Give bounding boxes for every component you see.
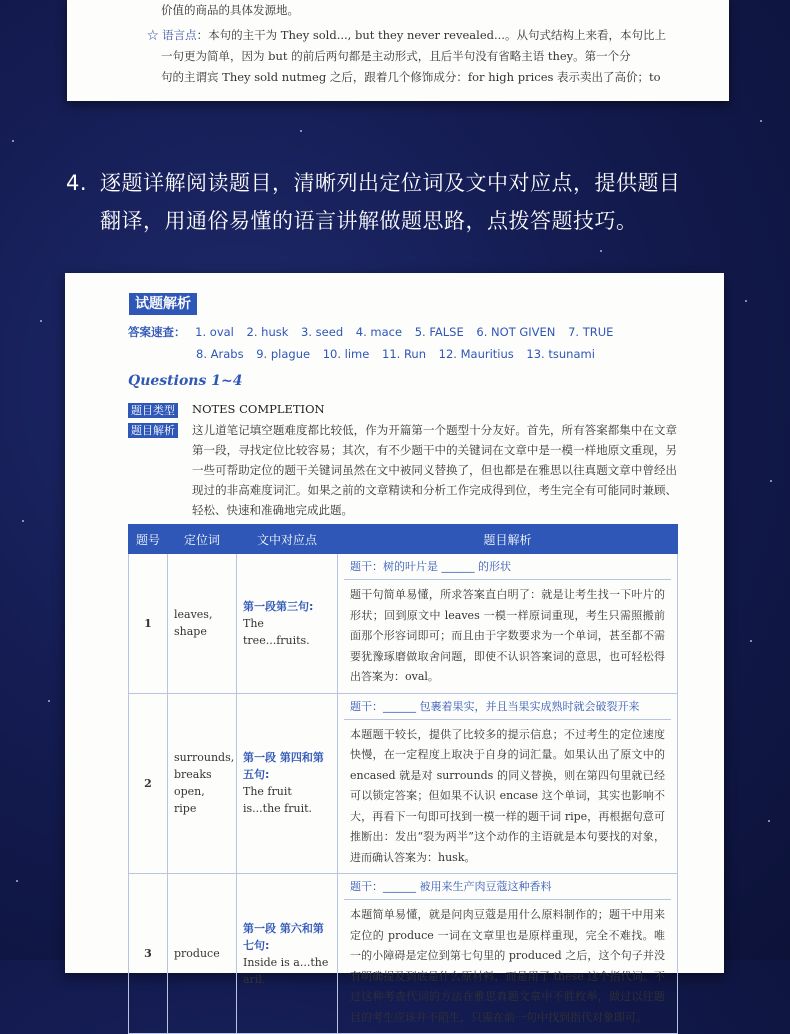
table-header-row: [129, 525, 678, 554]
answer-item: 4. mace: [355, 325, 403, 339]
answer-key-label: 答案速查：: [128, 325, 186, 339]
location-cell: [237, 693, 338, 874]
analysis-paragraph: 这儿道笔记填空题难度都比较低，作为开篇第一个题型十分友好。首先，所有答案都集中在文章第一段，寻找定位比较容易；其次，有不少题干中的关键词在文章中是一模一样地原文重现，另一些可帮助定位的题干关键词虽然在文中被同义替换了，但也都是在雅思以往真题文章中曾经出现过的非高难度词汇。如果之前的文章精读和分析工作完成得到位，考生完全有可能同时兼顾、轻松、快速和准确地完成此题。: [192, 423, 677, 517]
answer-key: [128, 321, 622, 365]
question-number: 3: [129, 874, 168, 1034]
star-icon: ☆: [147, 28, 163, 42]
explanation-cell: [338, 874, 678, 1034]
table-row: [129, 554, 678, 694]
answer-item: 7. TRUE: [568, 325, 614, 339]
location-text: The fruit is...the fruit.: [243, 785, 313, 816]
answer-row-2: [128, 343, 622, 365]
answer-item: 11. Run: [382, 347, 426, 361]
question-stem: 题干：______ 包裹着果实，并且当果实成熟时就会破裂开来: [344, 694, 671, 720]
explanation-cell: [338, 554, 678, 694]
explanation-cell: [338, 693, 678, 874]
feature-point: [66, 164, 736, 240]
answer-row-1: [128, 321, 622, 343]
question-stem: 题干：______ 被用来生产肉豆蔻这种香料: [344, 874, 671, 900]
keywords-cell: surrounds, breaks open, ripe: [168, 693, 237, 874]
location-text: The tree...fruits.: [243, 616, 310, 647]
keywords-cell: leaves, shape: [168, 554, 237, 694]
previous-page-card: [67, 0, 729, 101]
answer-item: 9. plague: [256, 347, 311, 361]
table-row: [129, 874, 678, 1034]
answer-item: 6. NOT GIVEN: [476, 325, 556, 339]
location-paragraph: 第一段 第六和第七句:: [243, 921, 324, 952]
answer-item: 2. husk: [246, 325, 289, 339]
column-header: 题号: [129, 525, 168, 554]
feature-line-2: 翻译，用通俗易懂的语言讲解做题思路，点拨答题技巧。: [100, 209, 638, 233]
question-type-tag: 题目类型: [128, 403, 178, 418]
column-header: 文中对应点: [237, 525, 338, 554]
answer-item: 12. Mauritius: [438, 347, 514, 361]
section-title: 试题解析: [129, 293, 197, 315]
answer-item: 13. tsunami: [526, 347, 595, 361]
answer-item: 8. Arabs: [196, 347, 244, 361]
answer-item: 5. FALSE: [414, 325, 464, 339]
column-header: 题目解析: [338, 525, 678, 554]
analysis-tag: 题目解析: [128, 423, 178, 438]
location-paragraph: 第一段 第四和第五句:: [243, 751, 324, 782]
answer-item: 3. seed: [301, 325, 344, 339]
answer-item: 1. oval: [195, 325, 234, 339]
question-analysis-table: [128, 524, 678, 1034]
keywords-cell: produce: [168, 874, 237, 1034]
location-cell: [237, 874, 338, 1034]
questions-heading: Questions 1~4: [128, 373, 243, 389]
column-header: 定位词: [168, 525, 237, 554]
card-text: ：本句的主干为 They sold..., but they never revealed...。从句式结构上来看，本句比上: [196, 28, 666, 42]
card-text-line: 价值的商品的具体发源地。: [161, 3, 299, 17]
location-cell: [237, 554, 338, 694]
table-row: [129, 693, 678, 874]
explanation-text: 本题题干较长，提供了比较多的提示信息；不过考生的定位速度快慢，在一定程度上取决于自身的词汇量。如果认出了原文中的 encased 就是对 surrounds 的同义替换，则在第四句里就已经可以锁定答案；但如果不认识 encase 这个单词，其实也影响不大，再看下一句即可找到一模一样的题干词 ripe，再根据句意可推断出：发出“裂为两半”这个动作的主语就是本句要找的对象，进而确认答案为：husk。: [350, 727, 665, 864]
analysis-card: [65, 273, 724, 1024]
card-text-line: 一句更为简单，因为 but 的前后两句都是主动形式，且后半句没有省略主语 they。第一个分: [161, 49, 631, 63]
card-text-line: [147, 27, 666, 43]
location-text: Inside is a...the aril.: [243, 955, 329, 986]
answer-item: 10. lime: [322, 347, 370, 361]
question-stem: 题干：树的叶片是 ______ 的形状: [344, 554, 671, 580]
location-paragraph: 第一段第三句:: [243, 599, 314, 613]
feature-number: 4.: [66, 171, 88, 195]
language-point-label: 语言点: [162, 28, 197, 42]
explanation-text: 本题简单易懂，就是问肉豆蔻是用什么原料制作的；题干中用来定位的 produce 一词在文章里也是原样重现，完全不难找。唯一的小障碍是定位到第七句里的 produced 之后，这个句子并没有明确提及到底是什么原材料，而是用了 these 这个指代词。不过这种考查代词的方法在雅思真题文章中不胜枚举，做过以往题目的考生应该并不陌生，只需在前一句中找到指代对象即可。: [350, 908, 665, 1024]
explanation-text: 题干句简单易懂，所求答案直白明了：就是让考生找一下叶片的形状；回到原文中 leaves 一模一样原词重现，考生只需照搬前面那个形容词即可；而且由于字数要求为一个单词，甚至都不需要犹豫琢磨做取舍问题，即使不认识答案词的意思，也可轻松得出答案为：oval。: [350, 588, 665, 683]
card-text-line: 句的主谓宾 They sold nutmeg 之后，跟着几个修饰成分：for high prices 表示卖出了高价；to: [161, 70, 661, 84]
feature-line-1: 逐题详解阅读题目，清晰列出定位词及文中对应点，提供题目: [100, 171, 681, 195]
question-number: 1: [129, 554, 168, 694]
question-type-value: NOTES COMPLETION: [192, 402, 325, 416]
question-number: 2: [129, 693, 168, 874]
